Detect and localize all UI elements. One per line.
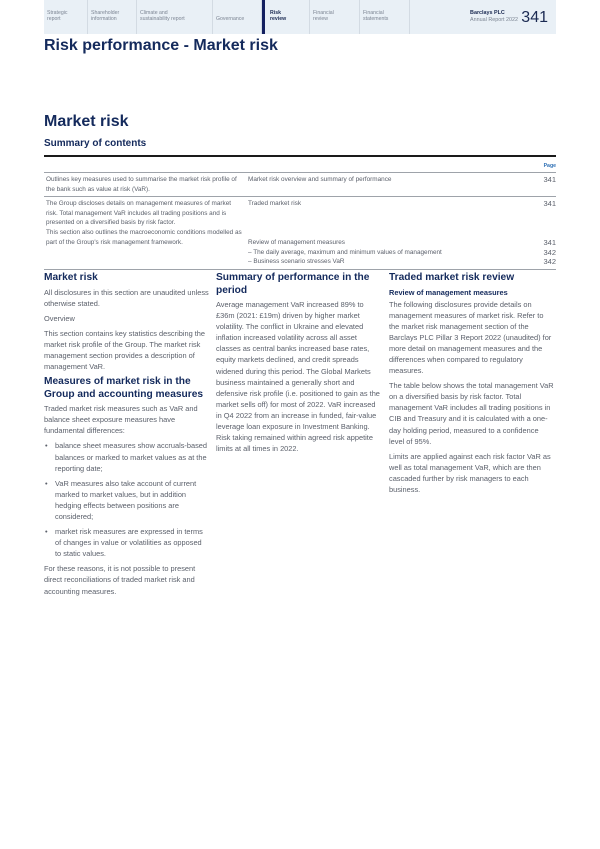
nav-tab-label: Financial: [363, 10, 384, 16]
contents-row: [44, 196, 556, 269]
divider: [44, 269, 556, 270]
contents-table: [44, 160, 556, 270]
column-market-risk: [44, 272, 209, 601]
contents-description: Outlines key measures used to summarise the market risk profile of the bank such as value at risk (VaR).: [46, 176, 237, 193]
section-nav: [44, 0, 556, 34]
spacer: [248, 218, 556, 228]
brand-name: Barclays PLC: [470, 10, 505, 16]
entry-label: Traded market risk: [248, 200, 302, 208]
paragraph: For these reasons, it is not possible to present direct reconciliations of traded market risk and accounting measures.: [44, 564, 196, 596]
paragraph: This section contains key statistics describing the market risk profile of the Group. The market risk management section provides a description of management VaR.: [44, 328, 206, 372]
page-column-header: Page: [543, 163, 556, 169]
page-number: 341: [521, 9, 548, 26]
nav-tab-label: Financial: [313, 10, 334, 16]
entry-label: – The daily average, maximum and minimum values of management: [248, 248, 442, 256]
contents-row: [44, 172, 556, 196]
report-name: Annual Report 2022: [470, 16, 518, 23]
nav-tab-label: Risk: [270, 10, 281, 16]
column-summary-performance: [216, 272, 381, 458]
entry-label: – Business scenario stresses VaR: [248, 258, 345, 266]
nav-tab-risk-review[interactable]: [262, 0, 310, 34]
paragraph: Traded market risk measures such as VaR and balance sheet exposure measures have fundamental differences:: [44, 404, 198, 436]
heading-measures: Measures of market risk in the Group and accounting measures: [44, 376, 204, 400]
contents-entry[interactable]: [248, 238, 556, 248]
nav-tab-label: statements: [363, 16, 389, 23]
column-traded-market-risk: [389, 272, 554, 499]
nav-tab-shareholder-information[interactable]: [88, 0, 137, 34]
paragraph-overview: Overview: [44, 313, 75, 323]
bullet-item: • balance sheet measures show accruals-based balances or marked to market values as at the reporting date;: [44, 440, 209, 473]
entry-label: Review of management measures: [248, 238, 345, 246]
bullet-item: • market risk measures are expressed in terms of changes in value or volatilities as opposed to static values.: [44, 526, 209, 559]
nav-tab-label: information: [91, 16, 117, 23]
brand-block: [470, 10, 518, 23]
paragraph: The following disclosures provide details on management measures of market risk. Refer to the market risk management section of the Barclays PLC Pillar 3 Report 2022 (unaudited) for more detail on management measures and the differences when compared to regulatory measures.: [389, 299, 552, 376]
nav-tab-label: Shareholder: [91, 10, 120, 16]
spacer: [248, 209, 556, 219]
nav-tab-label: report: [47, 16, 61, 23]
paragraph: Average management VaR increased 89% to £36m (2021: £19m) driven by higher market volatility. The conflict in Ukraine and elevated inflation increased volatility across all asset classes as central banks increased base rates, equity markets declined, and credit spreads widened during this period. The Global Markets business maintained a generally short and defensive risk profile (i.e. positioned to gain as the market sells off) for most of 2022. VaR increased in Q4 2022 from an increase in funded, fair-value leverage loan exposure in Investment Banking. Risk taking remained within agreed risk appetite limits at all times in 2022.: [216, 300, 380, 454]
contents-description: [44, 197, 244, 269]
contents-entry[interactable]: [248, 257, 556, 267]
bullet-item: • VaR measures also take account of current marked to market values, but in addition hedging effects between positions are considered;: [44, 478, 209, 522]
page-title: Risk performance - Market risk: [44, 37, 278, 54]
heading-market-risk: Market risk: [44, 272, 98, 283]
contents-entry[interactable]: [248, 199, 556, 209]
contents-entry[interactable]: [248, 175, 556, 185]
entry-page: 341: [543, 199, 556, 209]
contents-description-text: This section also outlines the macroeconomic conditions modelled as part of the Group's risk management framework.: [46, 228, 242, 246]
nav-tab-financial-statements[interactable]: [360, 0, 410, 34]
nav-tab-label: review: [313, 16, 328, 23]
bullet-list: [44, 440, 209, 559]
nav-tab-label: Governance: [216, 16, 245, 23]
nav-tab-climate-sustainability[interactable]: [137, 0, 213, 34]
paragraph: All disclosures in this section are unaudited unless otherwise stated.: [44, 287, 209, 308]
divider: [44, 155, 556, 157]
contents-description-text: The Group discloses details on management measures of market risk. Total management VaR includes all trading positions and is presented on a diversified basis by risk factor.: [46, 200, 232, 227]
nav-tab-label: review: [270, 16, 287, 23]
nav-tab-label: Climate and: [140, 10, 168, 16]
entry-page: 341: [543, 175, 556, 184]
contents-entry[interactable]: [248, 248, 556, 258]
heading-summary-performance: Summary of performance in the period: [216, 272, 370, 296]
nav-tab-financial-review[interactable]: [310, 0, 360, 34]
nav-tab-governance[interactable]: [213, 0, 262, 34]
nav-tab-label: sustainability report: [140, 16, 185, 23]
entry-page: 342: [543, 247, 556, 257]
nav-tab-strategic-report[interactable]: [44, 0, 88, 34]
entry-label: Market risk overview and summary of performance: [248, 176, 392, 183]
heading-traded-market-risk: Traded market risk review: [389, 272, 515, 283]
entry-page: 342: [543, 257, 556, 267]
summary-title: Summary of contents: [44, 138, 147, 149]
entry-page: 341: [543, 237, 556, 247]
section-title: Market risk: [44, 113, 129, 130]
paragraph: The table below shows the total management VaR on a diversified basis by risk factor. Total management VaR includes all trading positions in CIB and Treasury and it is calculated with a one-day holding period, measured to a confidence level of 95%.: [389, 381, 554, 446]
paragraph: Limits are applied against each risk factor VaR as well as total management VaR, which are then cascaded further by risk managers to each business.: [389, 451, 551, 494]
subheading-management-measures: Review of management measures: [389, 287, 508, 297]
nav-tab-label: Strategic: [47, 10, 68, 16]
